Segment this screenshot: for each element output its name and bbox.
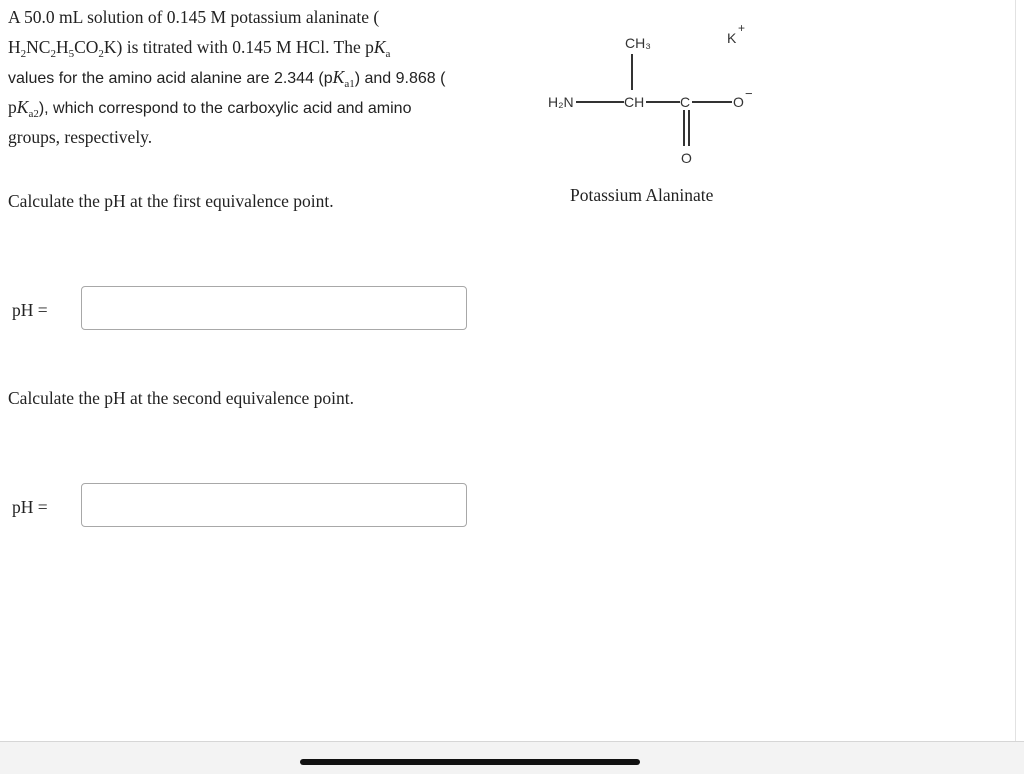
structure-caption: Potassium Alaninate <box>570 185 714 205</box>
bottom-bar <box>0 742 1024 774</box>
positive-charge: + <box>738 21 746 35</box>
question-first-equivalence: Calculate the pH at the first equivalence point. <box>8 191 334 211</box>
chemical-formula: $H_2NC_2H_5CO_2K$ <box>8 37 117 60</box>
pka-symbol: K <box>373 37 386 57</box>
problem-line-4-text: ), which correspond to the carboxylic acid and amino <box>38 100 412 117</box>
question-second-equivalence: Calculate the pH at the second equivalence point. <box>8 388 354 408</box>
problem-line-2 <box>8 32 508 62</box>
ph-label-first: pH = <box>12 300 48 320</box>
pka1-subscript: a1 <box>344 78 355 90</box>
carboxyl-carbon-label: C <box>680 94 691 110</box>
structure-diagram <box>540 18 780 178</box>
problem-line-5 <box>8 122 508 152</box>
methyl-group-label: CH₃ <box>625 35 651 51</box>
problem-line-2-text: ) is titrated with 0.145 M HCl. The p <box>116 37 374 57</box>
ph-input-second-equivalence[interactable] <box>81 483 467 527</box>
ph-label-second: pH = <box>12 497 48 517</box>
amine-group-label: H₂N <box>548 94 574 110</box>
pka1-symbol: K <box>332 67 345 87</box>
problem-statement <box>8 2 508 152</box>
alpha-carbon-label: CH <box>624 94 645 110</box>
pka2-symbol: K <box>16 97 29 117</box>
anion-oxygen-label: O <box>733 94 744 110</box>
problem-line-1-text: A 50.0 mL solution of 0.145 M potassium alaninate ( <box>8 7 380 27</box>
home-indicator[interactable] <box>300 759 640 765</box>
pka2-subscript: a2 <box>28 108 39 120</box>
problem-line-1 <box>8 2 508 32</box>
potassium-cation-label: K <box>727 30 737 46</box>
carbonyl-oxygen-label: O <box>681 150 692 166</box>
content-right-edge <box>1015 0 1016 742</box>
problem-line-4: $pK_{a2}$), which correspond to the carboxylic acid and amino <box>8 97 412 120</box>
problem-line-5-text: groups, respectively. <box>8 127 153 147</box>
negative-charge: − <box>745 86 753 101</box>
problem-line-3-tail: ) and 9.868 ( <box>354 70 446 87</box>
potassium-alaninate-structure <box>540 18 780 183</box>
problem-line-3 <box>8 62 508 92</box>
pka-subscript: a <box>385 48 391 60</box>
problem-line-3-text: values for the amino acid alanine are 2.344 (p <box>8 70 333 87</box>
ph-input-first-equivalence[interactable] <box>81 286 467 330</box>
